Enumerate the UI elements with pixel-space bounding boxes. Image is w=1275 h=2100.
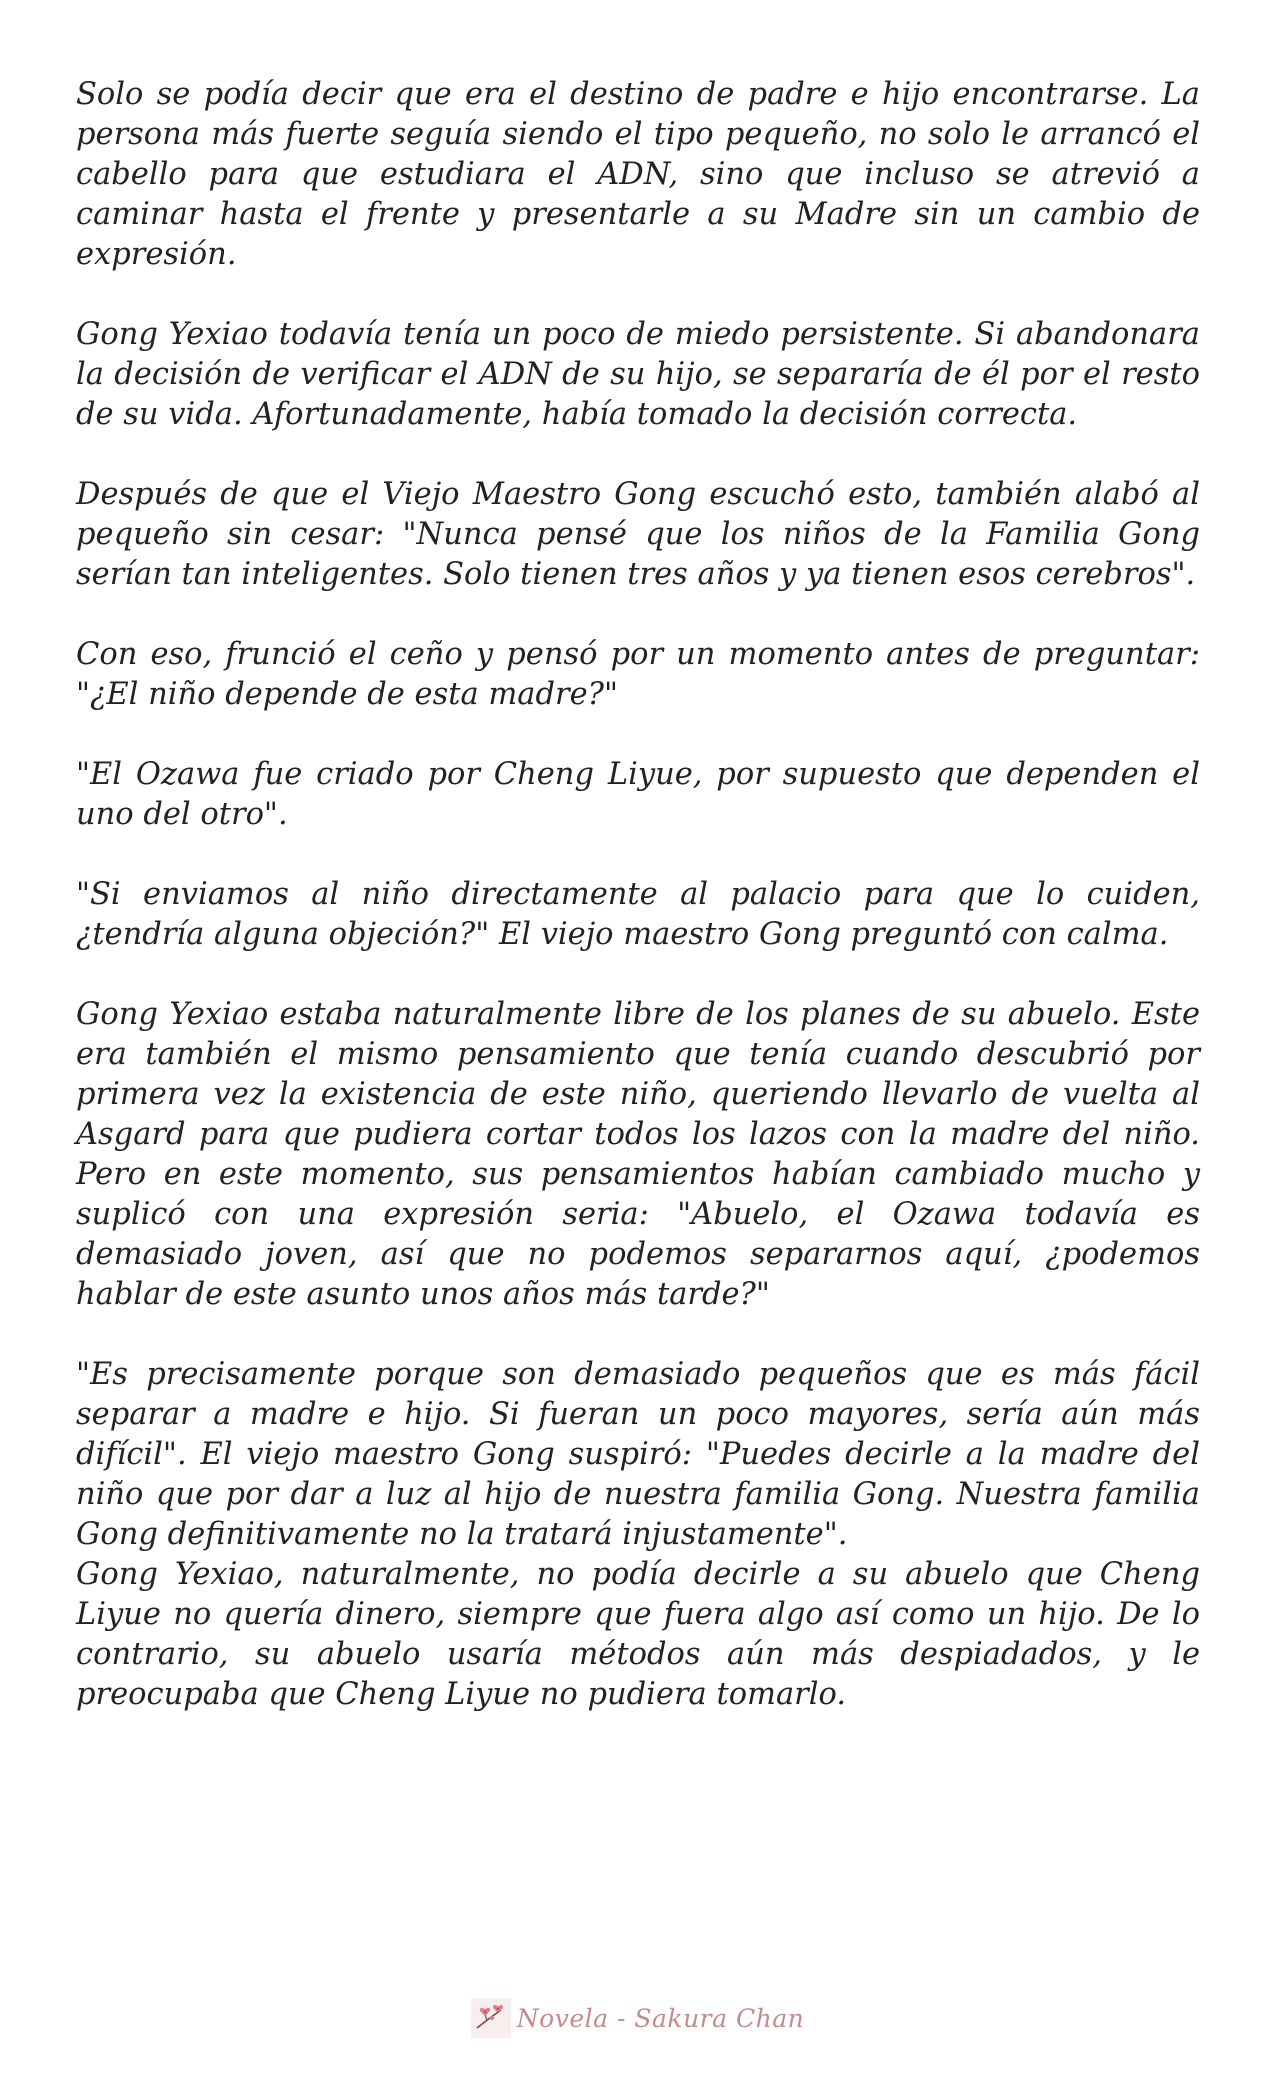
- paragraph-5: "El Ozawa fue criado por Cheng Liyue, por supuesto que dependen el uno del otro".: [76, 757, 1200, 832]
- paragraph-3: Después de que el Viejo Maestro Gong escuchó esto, también alabó al pequeño sin cesar: "Nunca pensé que los niños de la Familia Gong serían tan inteligentes. Solo tienen tres años y ya tienen esos cerebros".: [76, 477, 1200, 592]
- footer-watermark: [471, 1998, 804, 2038]
- paragraph-4: Con eso, frunció el ceño y pensó por un momento antes de preguntar: "¿El niño depende de esta madre?": [76, 637, 1200, 712]
- paragraph-9: Gong Yexiao, naturalmente, no podía decirle a su abuelo que Cheng Liyue no quería dinero, siempre que fuera algo así como un hijo. De lo contrario, su abuelo usaría métodos aún más despiadados, y le preocupaba que Cheng Liyue no pudiera tomarlo.: [76, 1557, 1200, 1712]
- paragraph-7: Gong Yexiao estaba naturalmente libre de los planes de su abuelo. Este era también el mismo pensamiento que tenía cuando descubrió por primera vez la existencia de este niño, queriendo llevarlo de vuelta al Asgard para que pudiera cortar todos los lazos con la madre del niño. Pero en este momento, sus pensamientos habían cambiado mucho y suplicó con una expresión seria: "Abuelo, el Ozawa todavía es demasiado joven, así que no podemos separarnos aquí, ¿podemos hablar de este asunto unos años más tarde?": [76, 997, 1200, 1312]
- sakura-flower-icon: [471, 1998, 511, 2038]
- paragraph-8: "Es precisamente porque son demasiado pequeños que es más fácil separar a madre e hijo. Si fueran un poco mayores, sería aún más difícil". El viejo maestro Gong suspiró: "Puedes decirle a la madre del niño que por dar a luz al hijo de nuestra familia Gong. Nuestra familia Gong definitivamente no la tratará injustamente".: [76, 1357, 1200, 1552]
- paragraph-2: Gong Yexiao todavía tenía un poco de miedo persistente. Si abandonara la decisión de verificar el ADN de su hijo, se separaría de él por el resto de su vida. Afortunadamente, había tomado la decisión correcta.: [76, 317, 1200, 432]
- paragraph-6: "Si enviamos al niño directamente al palacio para que lo cuiden, ¿tendría alguna objeción?" El viejo maestro Gong preguntó con calma.: [76, 877, 1200, 952]
- paragraph-1: Solo se podía decir que era el destino de padre e hijo encontrarse. La persona más fuerte seguía siendo el tipo pequeño, no solo le arrancó el cabello para que estudiara el ADN, sino que incluso se atrevió a caminar hasta el frente y presentarle a su Madre sin un cambio de expresión.: [76, 77, 1200, 272]
- footer-text: Novela - Sakura Chan: [516, 2003, 805, 2033]
- document-body: [76, 75, 1200, 1715]
- footer: [0, 1998, 1275, 2043]
